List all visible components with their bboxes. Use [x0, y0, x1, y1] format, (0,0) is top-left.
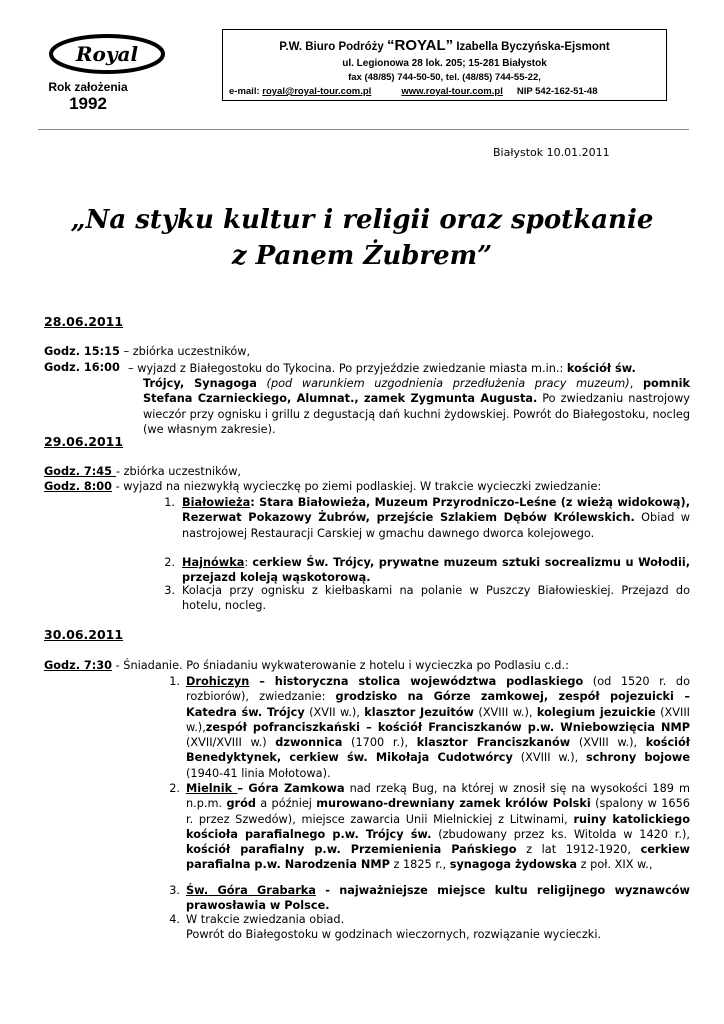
nip-number: NIP 542-162-51-48	[516, 86, 598, 97]
logo-text: Royal	[75, 42, 139, 66]
email-link[interactable]: royal@royal-tour.com.pl	[262, 86, 372, 97]
year-label: Rok założenia	[48, 80, 128, 94]
royal-logo	[48, 33, 166, 75]
agency-phones: fax (48/85) 744-50-50, tel. (48/85) 744-55-22,	[348, 72, 541, 83]
day3-item1-text: Drohiczyn – historyczna stolica województwa podlaskiego (od 1520 r. do rozbiorów), zwiedzanie: grodzisko na Górze zamkowej, zespół pojezuicki – Katedra św. Trójcy (XVII w.), klasztor Jezuitów (XVIII w.), kolegium jezuickie (XVIII w.),zespół pofranciszkański – kościół Franciszkanów p.w. Wniebowzięcia NMP (XVII/XVIII w.) dzwonnica (1700 r.), klasztor Franciszkanów (XVIII w.), kościół Benedyktynek, cerkiew św. Mikołaja Cudotwórcy (XVIII w.), schrony bojowe (1940-41 linia Mołotowa).	[186, 675, 691, 780]
agency-address: ul. Legionowa 28 lok. 205; 15-281 Białystok	[342, 58, 547, 69]
day2-event2: Godz. 8:00 - wyjazd na niezwykłą wycieczkę po ziemi podlaskiej. W trakcie wycieczki zwiedzanie:	[44, 480, 602, 493]
header-divider	[38, 129, 689, 130]
day3-item3-number: 3.	[169, 884, 180, 897]
website-link[interactable]: www.royal-tour.com.pl	[401, 86, 503, 97]
day3-item4-text: W trakcie zwiedzania obiad. Powrót do Białegostoku w godzinach wieczornych, rozwiązanie wycieczki.	[186, 913, 602, 942]
day1-event2-line1: – wyjazd z Białegostoku do Tykocina. Po przyjeździe zwiedzanie miasta m.in.: kościół św.	[128, 362, 636, 375]
agency-info-box	[222, 29, 667, 101]
day2-item2-text: Hajnówka: cerkiew Św. Trójcy, prywatne muzeum sztuki socrealizmu u Wołodii, przejazd koleją wąskotorową.	[182, 556, 690, 585]
day2-item1-number: 1.	[164, 496, 175, 509]
agency-contact-line: e-mail: royal@royal-tour.com.pl www.royal-tour.com.pl NIP 542-162-51-48	[229, 86, 598, 97]
day3-event1: Godz. 7:30 - Śniadanie. Po śniadaniu wykwaterowanie z hotelu i wycieczka po Podlasiu c.d.:	[44, 659, 569, 672]
day2-event1: Godz. 7:45 - zbiórka uczestników,	[44, 465, 242, 478]
year-value: 1992	[69, 94, 107, 113]
day3-item4-number: 4.	[169, 913, 180, 926]
day1-event1: Godz. 15:15 – zbiórka uczestników,	[44, 345, 251, 358]
day2-date: 29.06.2011	[44, 434, 124, 449]
day2-item2-number: 2.	[164, 556, 175, 569]
day1-date: 28.06.2011	[44, 314, 124, 329]
day3-item2-number: 2.	[169, 782, 180, 795]
day3-date: 30.06.2011	[44, 627, 124, 642]
day2-item1-text: Białowieża: Stara Białowieża, Muzeum Przyrodniczo-Leśne (z wieżą widokową), Rezerwat Pokazowy Żubrów, przejście Szlakiem Dębów Królewskich. Obiad w nastrojowej Restauracji Carskiej w gmachu dawnego dworca kolejowego.	[182, 496, 690, 540]
day1-event2-time: Godz. 16:00	[44, 361, 120, 374]
day3-item2-text: Mielnik – Góra Zamkowa nad rzeką Bug, na której w znosił się na wysokości 189 m n.p.m. gród a później murowano-drewniany zamek królów Polski (spalony w 1656 r. przez Szwedów), miejsce zawarcia Unii Mielnickiej z Litwinami, ruiny katolickiego kościoła parafialnego p.w. Trójcy św. (zbudowany przez ks. Witolda w 1420 r.), kościół parafialny p.w. Przemienienia Pańskiego z lat 1912-1920, cerkiew parafialna p.w. Narodzenia NMP z 1825 r., synagoga żydowska z poł. XIX w.,	[186, 782, 690, 872]
agency-name-line: P.W. Biuro Podróży “ROYAL” Izabella Byczyńska-Ejsmont	[279, 37, 610, 54]
day3-item3-text: Św. Góra Grabarka - najważniejsze miejsce kultu religijnego wyznawców prawosławia w Polsce.	[186, 884, 690, 913]
day3-item1-number: 1.	[169, 675, 180, 688]
day1-event2-body: Trójcy, Synagoga (pod warunkiem uzgodnienia przedłużenia pracy muzeum), pomnik Stefana Czarnieckiego, Alumnat., zamek Zygmunta Augusta. Po zwiedzaniu nastrojowy wieczór przy ognisku i grillu z degustacją dań kuchni żydowskiej. Powrót do Białegostoku, nocleg (we własnym zakresie).	[143, 377, 690, 436]
day2-item3-number: 3.	[164, 584, 175, 597]
day2-item3-text: Kolacja przy ognisku z kiełbaskami na polanie w Puszczy Białowieskiej. Przejazd do hotelu, nocleg.	[182, 584, 690, 613]
place-date: Białystok 10.01.2011	[493, 146, 610, 159]
document-title: „Na styku kultur i religii oraz spotkanie z Panem Żubrem”	[70, 205, 654, 271]
